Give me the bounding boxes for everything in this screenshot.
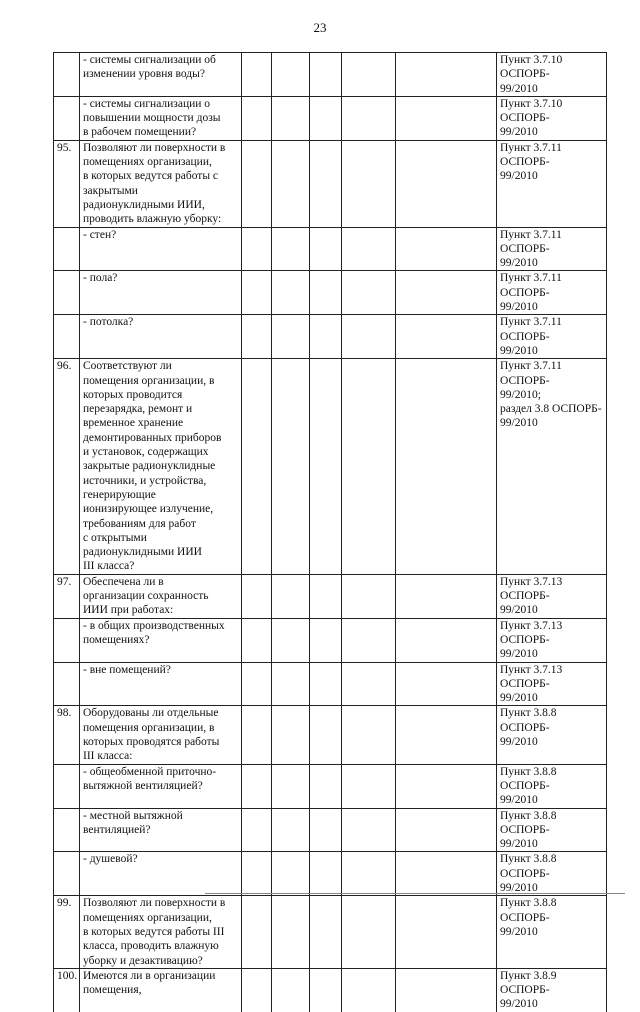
empty-answer-cell [342, 764, 396, 808]
empty-answer-cell [272, 227, 310, 271]
empty-answer-cell [272, 96, 310, 140]
empty-answer-cell [310, 53, 342, 97]
empty-answer-cell [342, 896, 396, 968]
empty-answer-cell [272, 315, 310, 359]
item-number [54, 271, 80, 315]
empty-answer-cell [242, 359, 272, 574]
empty-answer-cell [396, 53, 497, 97]
empty-answer-cell [242, 53, 272, 97]
normative-reference: Пункт 3.7.11 ОСПОРБ- 99/2010; раздел 3.8 ОСПОРБ- 99/2010 [497, 359, 607, 574]
empty-answer-cell [310, 227, 342, 271]
empty-answer-cell [242, 315, 272, 359]
normative-reference: Пункт 3.7.10 ОСПОРБ- 99/2010 [497, 96, 607, 140]
table-row [54, 96, 607, 140]
empty-answer-cell [242, 662, 272, 706]
page-number: 23 [313, 20, 327, 35]
question-text: Обеспечена ли в организации сохранность ИИИ при работах: [80, 574, 242, 618]
empty-answer-cell [310, 662, 342, 706]
item-number [54, 662, 80, 706]
empty-answer-cell [310, 315, 342, 359]
normative-reference: Пункт 3.7.13 ОСПОРБ- 99/2010 [497, 574, 607, 618]
item-number [54, 53, 80, 97]
table-row [54, 618, 607, 662]
item-number: 97. [54, 574, 80, 618]
empty-answer-cell [242, 618, 272, 662]
empty-answer-cell [342, 96, 396, 140]
empty-answer-cell [310, 618, 342, 662]
empty-answer-cell [310, 574, 342, 618]
empty-answer-cell [272, 896, 310, 968]
normative-reference: Пункт 3.7.11 ОСПОРБ- 99/2010 [497, 227, 607, 271]
question-text: - местной вытяжной вентиляцией? [80, 808, 242, 852]
normative-reference: Пункт 3.7.11 ОСПОРБ- 99/2010 [497, 271, 607, 315]
empty-answer-cell [396, 968, 497, 1011]
empty-answer-cell [272, 140, 310, 227]
empty-answer-cell [242, 764, 272, 808]
empty-answer-cell [342, 315, 396, 359]
table-row [54, 227, 607, 271]
empty-answer-cell [342, 140, 396, 227]
empty-answer-cell [310, 706, 342, 764]
empty-answer-cell [310, 359, 342, 574]
empty-answer-cell [272, 53, 310, 97]
table-row [54, 574, 607, 618]
item-number [54, 618, 80, 662]
normative-reference: Пункт 3.7.11 ОСПОРБ- 99/2010 [497, 140, 607, 227]
empty-answer-cell [396, 706, 497, 764]
normative-reference: Пункт 3.8.8 ОСПОРБ- 99/2010 [497, 852, 607, 896]
empty-answer-cell [242, 706, 272, 764]
question-text: Позволяют ли поверхности в помещениях организации, в которых ведутся работы с закрытыми радионуклидными ИИИ, проводить влажную уборку: [80, 140, 242, 227]
empty-answer-cell [396, 618, 497, 662]
empty-answer-cell [272, 706, 310, 764]
empty-answer-cell [342, 808, 396, 852]
question-text: Оборудованы ли отдельные помещения организации, в которых проводятся работы III класса: [80, 706, 242, 764]
empty-answer-cell [396, 852, 497, 896]
empty-answer-cell [272, 574, 310, 618]
empty-answer-cell [272, 662, 310, 706]
empty-answer-cell [342, 271, 396, 315]
normative-reference: Пункт 3.7.11 ОСПОРБ- 99/2010 [497, 315, 607, 359]
question-text: Имеются ли в организации помещения, [80, 968, 242, 1011]
empty-answer-cell [342, 53, 396, 97]
item-number [54, 315, 80, 359]
empty-answer-cell [242, 140, 272, 227]
empty-answer-cell [272, 764, 310, 808]
table-row [54, 764, 607, 808]
empty-answer-cell [396, 764, 497, 808]
empty-answer-cell [242, 852, 272, 896]
empty-answer-cell [396, 271, 497, 315]
empty-answer-cell [272, 618, 310, 662]
empty-answer-cell [342, 706, 396, 764]
normative-reference: Пункт 3.8.8 ОСПОРБ- 99/2010 [497, 764, 607, 808]
empty-answer-cell [242, 968, 272, 1011]
empty-answer-cell [342, 227, 396, 271]
question-text: Соответствуют ли помещения организации, в которых проводится перезарядка, ремонт и временное хранение демонтированных приборов и установок, содержащих закрытые радионуклидные источники, и устройства, генерирующие ионизирующее излучение, требованиям для работ с открытыми радионуклидными ИИИ III класса? [80, 359, 242, 574]
empty-answer-cell [396, 896, 497, 968]
empty-answer-cell [342, 574, 396, 618]
item-number: 96. [54, 359, 80, 574]
empty-answer-cell [396, 808, 497, 852]
item-number [54, 852, 80, 896]
empty-answer-cell [396, 227, 497, 271]
table-row [54, 852, 607, 896]
item-number: 95. [54, 140, 80, 227]
table-row [54, 53, 607, 97]
table-row [54, 706, 607, 764]
empty-answer-cell [342, 968, 396, 1011]
item-number [54, 764, 80, 808]
item-number [54, 227, 80, 271]
empty-answer-cell [396, 359, 497, 574]
table-row [54, 968, 607, 1011]
empty-answer-cell [310, 968, 342, 1011]
empty-answer-cell [310, 96, 342, 140]
table-row [54, 808, 607, 852]
table-row [54, 896, 607, 968]
normative-reference: Пункт 3.7.13 ОСПОРБ- 99/2010 [497, 662, 607, 706]
empty-answer-cell [272, 968, 310, 1011]
empty-answer-cell [242, 271, 272, 315]
empty-answer-cell [310, 808, 342, 852]
item-number: 98. [54, 706, 80, 764]
empty-answer-cell [342, 662, 396, 706]
empty-answer-cell [342, 359, 396, 574]
empty-answer-cell [310, 140, 342, 227]
empty-answer-cell [272, 808, 310, 852]
normative-reference: Пункт 3.8.8 ОСПОРБ- 99/2010 [497, 706, 607, 764]
question-text: - вне помещений? [80, 662, 242, 706]
empty-answer-cell [396, 315, 497, 359]
question-text: Позволяют ли поверхности в помещениях организации, в которых ведутся работы III класса, проводить влажную уборку и дезактивацию? [80, 896, 242, 968]
question-text: - общеобменной приточно- вытяжной вентиляцией? [80, 764, 242, 808]
item-number [54, 808, 80, 852]
empty-answer-cell [242, 808, 272, 852]
empty-answer-cell [310, 896, 342, 968]
question-text: - душевой? [80, 852, 242, 896]
table-row [54, 140, 607, 227]
checklist-table [53, 52, 607, 1012]
empty-answer-cell [272, 271, 310, 315]
item-number [54, 96, 80, 140]
normative-reference: Пункт 3.8.8 ОСПОРБ- 99/2010 [497, 896, 607, 968]
question-text: - стен? [80, 227, 242, 271]
table-row [54, 662, 607, 706]
empty-answer-cell [242, 96, 272, 140]
empty-answer-cell [342, 852, 396, 896]
empty-answer-cell [242, 227, 272, 271]
normative-reference: Пункт 3.7.13 ОСПОРБ- 99/2010 [497, 618, 607, 662]
item-number: 99. [54, 896, 80, 968]
empty-answer-cell [396, 140, 497, 227]
empty-answer-cell [310, 852, 342, 896]
empty-answer-cell [342, 618, 396, 662]
table-row [54, 315, 607, 359]
page-bottom-line [205, 893, 625, 894]
normative-reference: Пункт 3.7.10 ОСПОРБ- 99/2010 [497, 53, 607, 97]
item-number: 100. [54, 968, 80, 1011]
empty-answer-cell [310, 764, 342, 808]
normative-reference: Пункт 3.8.9 ОСПОРБ- 99/2010 [497, 968, 607, 1011]
normative-reference: Пункт 3.8.8 ОСПОРБ- 99/2010 [497, 808, 607, 852]
question-text: - потолка? [80, 315, 242, 359]
question-text: - пола? [80, 271, 242, 315]
empty-answer-cell [242, 574, 272, 618]
question-text: - системы сигнализации о повышении мощности дозы в рабочем помещении? [80, 96, 242, 140]
empty-answer-cell [272, 852, 310, 896]
empty-answer-cell [396, 574, 497, 618]
table-row [54, 359, 607, 574]
empty-answer-cell [396, 96, 497, 140]
table-row [54, 271, 607, 315]
empty-answer-cell [242, 896, 272, 968]
empty-answer-cell [396, 662, 497, 706]
empty-answer-cell [310, 271, 342, 315]
question-text: - в общих производственных помещениях? [80, 618, 242, 662]
question-text: - системы сигнализации об изменении уровня воды? [80, 53, 242, 97]
empty-answer-cell [272, 359, 310, 574]
